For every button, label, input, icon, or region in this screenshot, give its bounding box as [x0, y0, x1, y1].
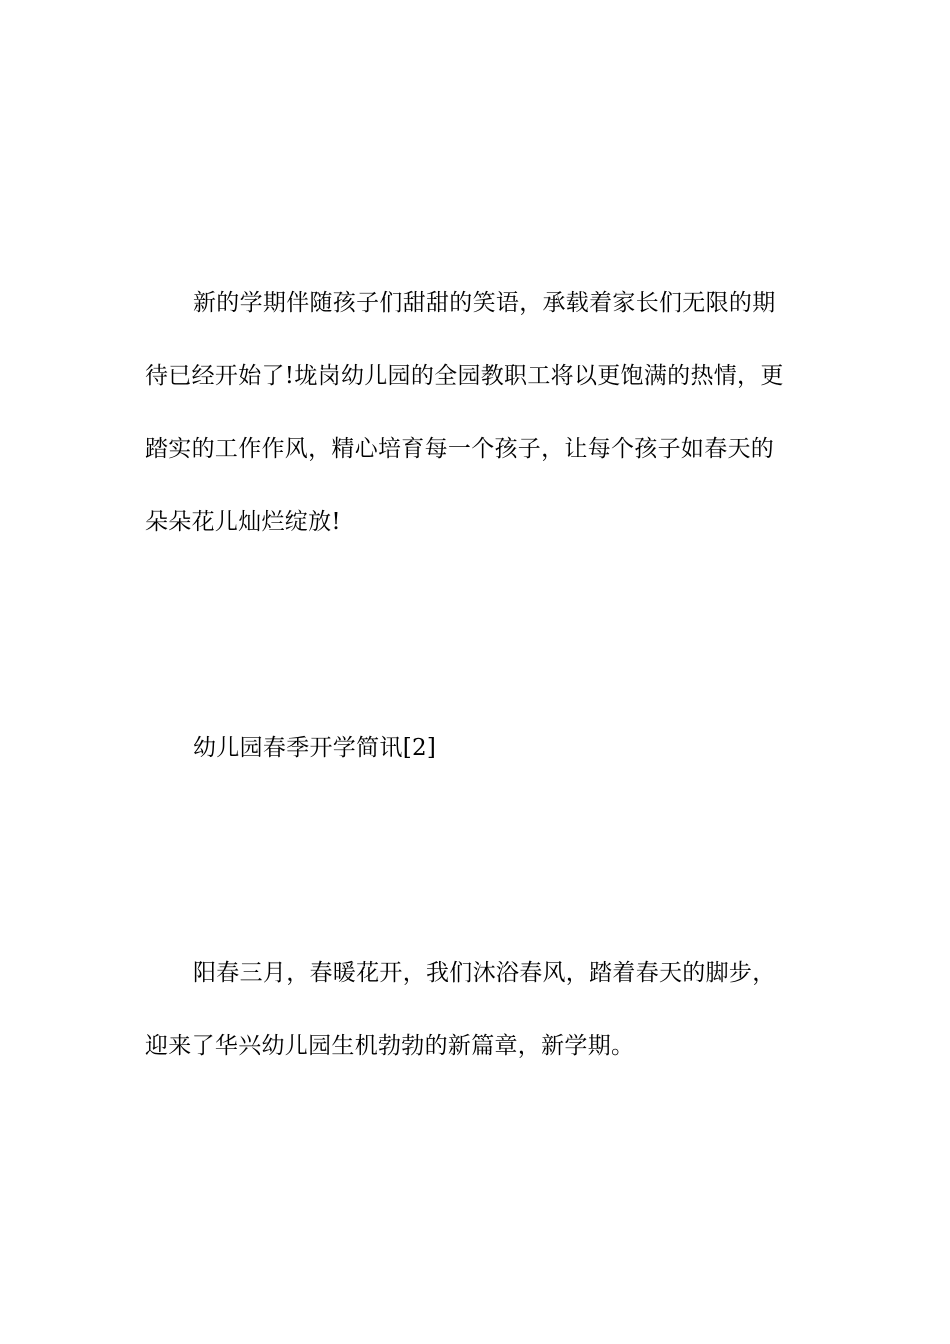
paragraph-line: 新的学期伴随孩子们甜甜的笑语，承载着家长们无限的期: [193, 290, 776, 316]
section-heading: 幼儿园春季开学简讯[2]: [193, 735, 437, 761]
paragraph-line: 朵朵花儿灿烂绽放!: [145, 509, 341, 535]
paragraph-line: 踏实的工作作风，精心培育每一个孩子，让每个孩子如春天的: [145, 436, 775, 462]
paragraph-line: 待已经开始了!垅岗幼儿园的全园教职工将以更饱满的热情，更: [145, 363, 784, 389]
paragraph-line: 阳春三月，春暖花开，我们沐浴春风，踏着春天的脚步，: [193, 960, 776, 986]
paragraph-line: 迎来了华兴幼儿园生机勃勃的新篇章，新学期。: [145, 1033, 635, 1059]
